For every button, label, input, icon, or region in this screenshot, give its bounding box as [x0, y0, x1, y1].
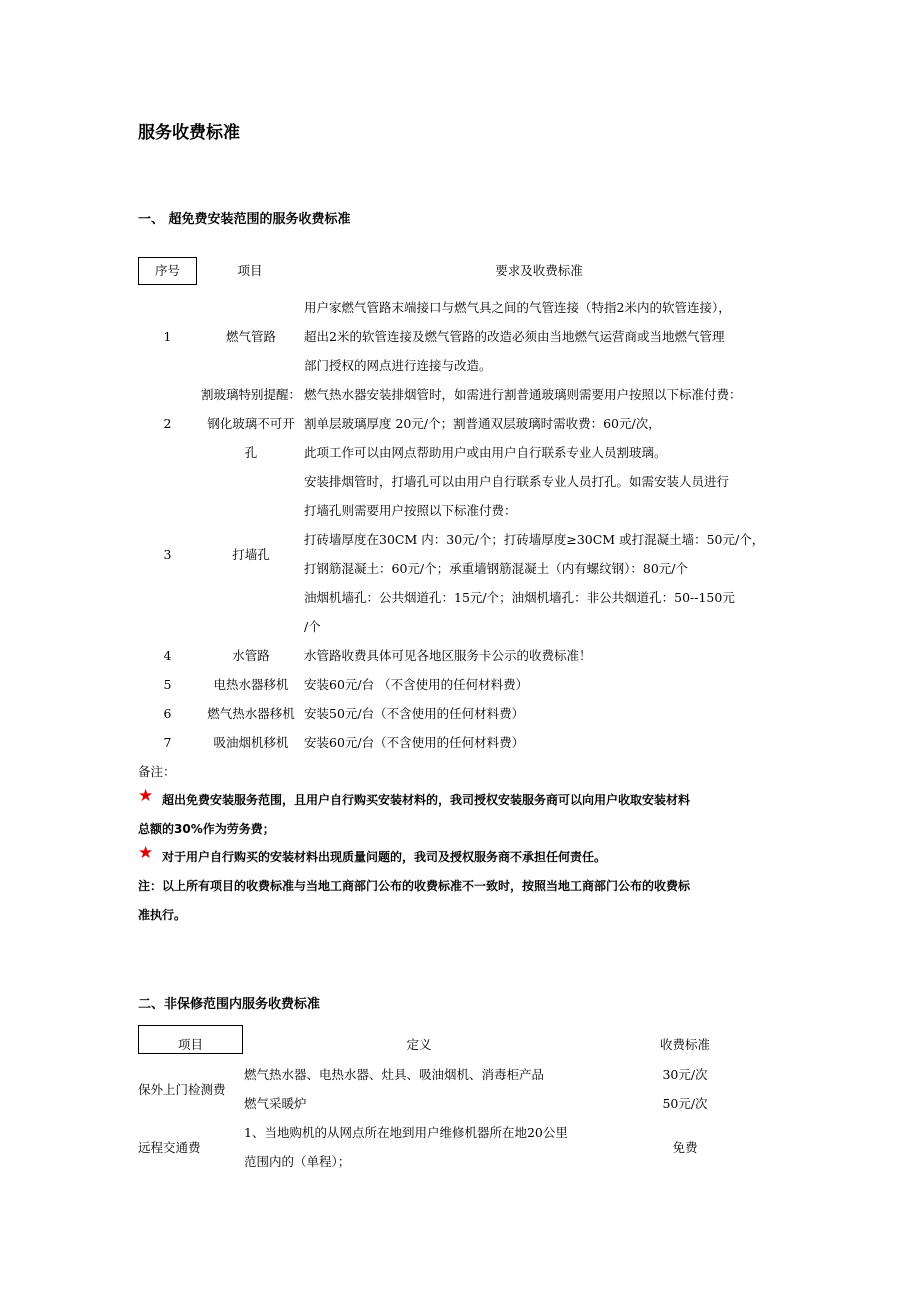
col-header-req: 要求及收费标准 [495, 263, 583, 278]
row-item: 钢化玻璃不可开 [207, 416, 295, 431]
row-item: 孔 [244, 445, 258, 460]
row-requirement-line: 水管路收费具体可见各地区服务卡公示的收费标准！ [304, 648, 592, 663]
s2-row-item: 远程交通费 [138, 1140, 201, 1155]
row-number: 3 [163, 546, 172, 562]
row-number: 6 [163, 706, 172, 721]
row-requirement-line: 部门授权的网点进行连接与改造。 [304, 358, 492, 373]
row-requirement-line: 此项工作可以由网点帮助用户或由用户自行联系专业人员割玻璃。 [304, 445, 667, 460]
row-requirement-line: 燃气热水器安装排烟管时，如需进行割普通玻璃则需要用户按照以下标准付费： [304, 387, 742, 402]
star-icon: ★ [138, 786, 154, 806]
remark-label: 备注： [138, 764, 176, 779]
row-requirement-line: 安装排烟管时，打墙孔可以由用户自行联系专业人员打孔。如需安装人员进行 [304, 474, 730, 489]
row-item: 吸油烟机移机 [213, 735, 289, 750]
row-requirement-line: 超出2米的软管连接及燃气管路的改造必须由当地燃气运营商或当地燃气管理 [304, 329, 725, 344]
s2-header-def: 定义 [406, 1037, 432, 1052]
star-icon: ★ [138, 843, 154, 863]
s2-header-item: 项目 [177, 1037, 203, 1052]
row-requirement-line: 打墙孔则需要用户按照以下标准付费： [304, 503, 517, 518]
row-requirement-line: 安装50元/台（不含使用的任何材料费） [304, 706, 525, 721]
row-item: 水管路 [232, 648, 270, 663]
s2-row-def: 燃气采暖炉 [244, 1096, 307, 1111]
row-number: 4 [163, 648, 172, 663]
s2-row-def: 燃气热水器、电热水器、灶具、吸油烟机、消毒柜产品 [244, 1067, 545, 1082]
s2-row-fee: 30元/次 [662, 1067, 708, 1082]
row-requirement-line: 安装60元/台 （不含使用的任何材料费） [304, 677, 529, 692]
row-requirement-line: 用户家燃气管路末端接口与燃气具之间的气管连接（特指2米内的软管连接）， [304, 300, 731, 315]
row-number: 2 [163, 416, 172, 431]
s2-row-def: 范围内的（单程）； [244, 1154, 351, 1169]
col-header-no: 序号 [154, 263, 180, 278]
row-requirement-line: /个 [304, 619, 321, 634]
row-requirement-line: 安装60元/台（不含使用的任何材料费） [304, 735, 525, 750]
s2-row-fee: 50元/次 [662, 1096, 708, 1111]
page-title: 服务收费标准 [138, 123, 240, 143]
row-item: 燃气热水器移机 [207, 706, 295, 721]
row-item: 燃气管路 [225, 329, 276, 344]
row-item: 打墙孔 [232, 546, 270, 562]
row-item: 电热水器移机 [213, 677, 289, 692]
note-line1: 注：以上所有项目的收费标准与当地工商部门公布的收费标准不一致时，按照当地工商部门公布的收费标 [138, 879, 691, 893]
row-number: 1 [163, 329, 172, 344]
section1-heading: 一、 超免费安装范围的服务收费标准 [138, 212, 351, 227]
row-requirement-line: 割单层玻璃厚度 20元/个；割普通双层玻璃时需收费：60元/次， [304, 416, 661, 431]
row-requirement-line: 打钢筋混凝土：60元/个；承重墙钢筋混凝土（内有螺纹钢）：80元/个 [304, 561, 688, 576]
note-line2: 准执行。 [138, 908, 187, 922]
s2-row-item: 保外上门检测费 [138, 1082, 226, 1097]
remark1-line2: 总额的30%作为劳务费； [138, 822, 275, 836]
col-header-item: 项目 [237, 263, 263, 278]
row-requirement-line: 打砖墙厚度在30CM 内：30元/个；打砖墙厚度≥30CM 或打混凝土墙：50元/个， [304, 532, 765, 547]
row-number: 7 [163, 735, 172, 750]
s2-header-fee: 收费标准 [659, 1037, 710, 1052]
s2-row-fee: 免费 [672, 1140, 698, 1155]
row-item: 割玻璃特别提醒： [200, 387, 301, 402]
remark2: 对于用户自行购买的安装材料出现质量问题的，我司及授权服务商不承担任何责任。 [162, 850, 607, 864]
row-number: 5 [163, 677, 172, 692]
section2-heading: 二、非保修范围内服务收费标准 [138, 997, 321, 1012]
row-requirement-line: 油烟机墙孔：公共烟道孔：15元/个；油烟机墙孔：非公共烟道孔：50--150元 [304, 590, 735, 605]
s2-row-def: 1、当地购机的从网点所在地到用户维修机器所在地20公里 [244, 1125, 568, 1140]
remark1-line1: 超出免费安装服务范围，且用户自行购买安装材料的，我司授权安装服务商可以向用户收取安装材料 [162, 793, 691, 807]
